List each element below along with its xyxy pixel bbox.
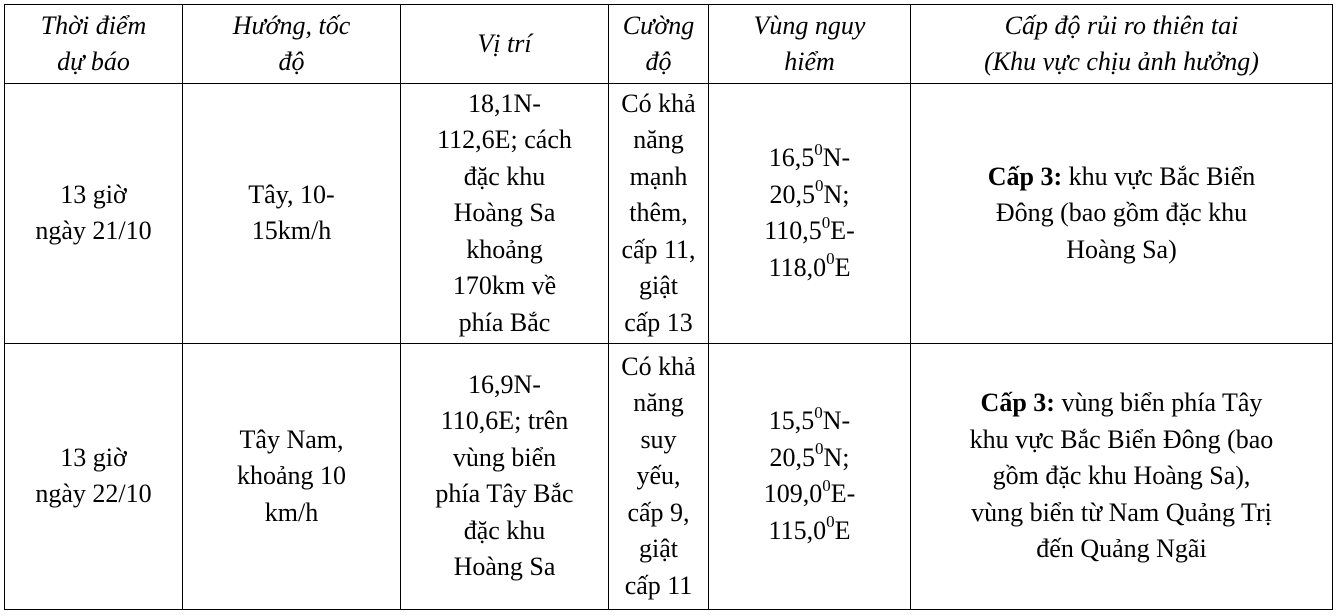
table-row [5,343,1333,609]
degree-mark: 0 [815,439,824,459]
header-row [5,5,1333,84]
text-line: mạnh [629,161,688,191]
text-line: 13 giờ [60,179,127,209]
text-line: ngày 22/10 [35,479,152,509]
text-line: Có khả [621,88,696,118]
risk-text: vùng biển phía Tây [1054,388,1263,418]
text-line: khu vực Bắc Biển Đông (bao [969,424,1274,454]
text-line: vùng biển từ Nam Quảng Trị [971,497,1272,527]
header-line: hiểm [784,47,835,76]
cell-direction-speed [183,84,401,344]
text-line: 13 giờ [60,442,127,472]
coord-suffix: N; [823,179,850,209]
degree-mark: 0 [814,139,823,159]
header-line: độ [278,47,305,76]
coord-line [715,476,904,513]
coord-suffix: E- [830,216,855,246]
header-risk-level [911,5,1333,84]
text-line: đặc khu [463,161,546,191]
text-line: Tây, 10- [248,179,335,209]
degree-mark: 0 [826,512,835,532]
header-intensity [609,5,709,84]
text-line: ngày 21/10 [35,216,152,246]
cell-position [401,343,609,609]
text-line: giật [639,271,678,301]
text-line: cấp 11 [624,570,693,600]
coord-suffix: E- [830,479,856,509]
text-line: suy [640,424,677,454]
header-line: dự báo [57,47,130,76]
header-line: độ [645,47,672,76]
text-line: 170km về [452,271,557,301]
text-line: Hoàng Sa) [1066,234,1177,264]
text-line: Đông (bao gồm đặc khu [995,198,1248,228]
coord-value: 109,0 [763,479,823,509]
header-position [401,5,609,84]
text-line: thêm, [629,198,688,228]
coord-value: 115,0 [768,515,827,545]
coord-line [715,440,904,477]
coord-value: 16,5 [768,143,815,173]
coord-suffix: N- [822,406,851,436]
text-line: km/h [264,497,319,527]
text-line: năng [633,388,684,418]
degree-mark: 0 [814,402,823,422]
cell-intensity [609,343,709,609]
header-line: Vị trí [477,28,532,58]
text-line: 16,9N- [468,369,541,399]
coord-line [715,213,904,250]
text-line: cấp 11, [621,234,696,264]
coord-suffix: N; [823,442,850,472]
header-line: Hướng, tốc [232,10,351,40]
header-direction-speed [183,5,401,84]
text-line: cấp 13 [624,307,693,337]
text-line: giật [639,534,678,564]
text-line: Tây Nam, [239,424,344,454]
text-line: Hoàng Sa [453,552,556,582]
text-line: 15km/h [251,216,332,246]
coord-suffix: E [834,515,851,545]
cell-forecast-time [5,343,183,609]
coord-line [715,513,904,550]
coord-suffix: N- [822,143,851,173]
degree-mark: 0 [826,249,835,269]
coord-value: 15,5 [768,406,815,436]
header-forecast-time [5,5,183,84]
text-line: 112,6E; cách [437,125,572,155]
cell-risk-level [911,343,1333,609]
text-line: gồm đặc khu Hoàng Sa), [992,461,1251,491]
header-line: Cường [622,10,695,40]
text-line: khoảng [466,234,543,264]
coord-line [715,140,904,177]
cell-direction-speed [183,343,401,609]
text-line: cấp 9, [627,497,690,527]
cell-danger-zone [709,84,911,344]
cell-position [401,84,609,344]
cell-forecast-time [5,84,183,344]
text-line: Hoàng Sa [453,198,556,228]
coord-value: 20,5 [769,179,815,209]
text-line: yếu, [636,461,681,491]
coord-suffix: E [834,252,851,282]
coord-line [715,177,904,214]
coord-line [715,403,904,440]
risk-text: khu vực Bắc Biển [1062,161,1256,191]
header-danger-zone [709,5,911,84]
table-row [5,84,1333,344]
coord-value: 110,5 [764,216,822,246]
storm-forecast-table [4,4,1333,610]
cell-risk-level [911,84,1333,344]
coord-value: 20,5 [769,442,815,472]
text-line: vùng biển [452,442,557,472]
text-line: phía Bắc [458,307,551,337]
text-line [917,385,1326,422]
header-line: Vùng nguy [753,10,866,40]
coord-line [715,250,904,287]
text-line: đến Quảng Ngãi [1036,534,1207,564]
text-line: 18,1N- [468,88,541,118]
text-line: Có khả [621,351,696,381]
cell-intensity [609,84,709,344]
coord-value: 118,0 [768,252,827,282]
risk-level-label: Cấp 3: [980,388,1055,418]
header-line: Cấp độ rủi ro thiên tai [1004,10,1239,40]
text-line: phía Tây Bắc [435,479,574,509]
degree-mark: 0 [821,212,831,232]
degree-mark: 0 [815,176,824,196]
degree-mark: 0 [822,475,831,495]
risk-level-label: Cấp 3: [987,161,1063,191]
text-line [917,159,1326,196]
cell-danger-zone [709,343,911,609]
header-line: Thời điểm [40,10,147,40]
text-line: khoảng 10 [236,461,347,491]
header-line: (Khu vực chịu ảnh hưởng) [984,47,1259,76]
text-line: năng [633,125,684,155]
text-line: 110,6E; trên [440,406,569,436]
text-line: đặc khu [463,515,546,545]
